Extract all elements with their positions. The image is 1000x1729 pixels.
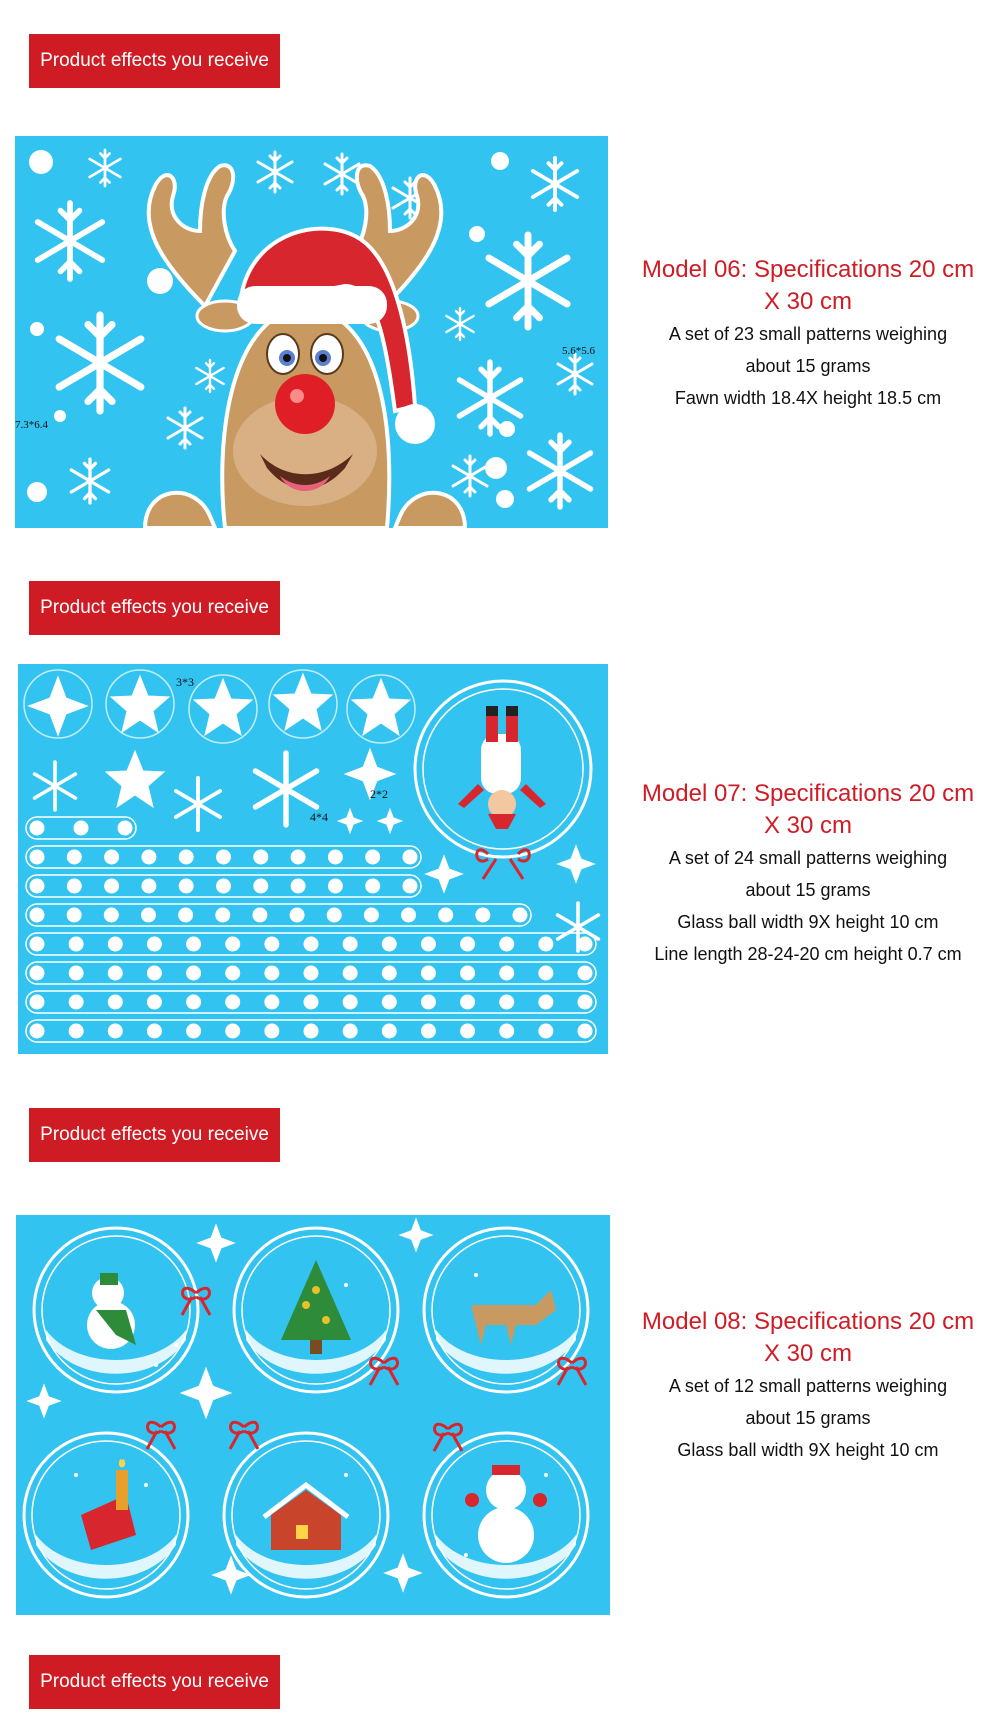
dot	[147, 966, 162, 981]
dot	[499, 1024, 514, 1039]
dot	[30, 995, 45, 1010]
dot	[69, 1024, 84, 1039]
dot	[108, 937, 123, 952]
dot	[538, 937, 553, 952]
dot	[421, 937, 436, 952]
model-title: Model 07: Specifications 20 cm	[641, 780, 975, 807]
dot	[30, 966, 45, 981]
dot	[186, 966, 201, 981]
dot	[578, 995, 593, 1010]
dot	[499, 995, 514, 1010]
dot	[67, 879, 82, 894]
dot	[382, 937, 397, 952]
dot	[365, 850, 380, 865]
reindeer-illustration	[15, 136, 608, 528]
glass-balls-sticker-image	[16, 1215, 610, 1615]
dot	[74, 821, 89, 836]
dot	[499, 937, 514, 952]
dot	[141, 850, 156, 865]
dot	[30, 908, 45, 923]
dot	[30, 850, 45, 865]
section-badge: Product effects you receive	[29, 1655, 280, 1709]
dot	[108, 1024, 123, 1039]
dot	[382, 995, 397, 1010]
dot	[328, 879, 343, 894]
spec-line: Fawn width 18.4X height 18.5 cm	[674, 388, 942, 408]
dot	[364, 908, 379, 923]
model-title: Model 06: Specifications 20 cm	[641, 256, 975, 283]
dot	[147, 995, 162, 1010]
dot	[403, 850, 418, 865]
section-badge: Product effects you receive	[29, 581, 280, 635]
dot	[438, 908, 453, 923]
stars-dots-illustration	[18, 664, 608, 1054]
dot	[69, 995, 84, 1010]
dot	[513, 908, 528, 923]
dot	[403, 879, 418, 894]
dot	[460, 966, 475, 981]
model-title-cont: X 30 cm	[763, 812, 853, 839]
spec-line: Line length 28-24-20 cm height 0.7 cm	[654, 944, 962, 964]
model-06-spec	[620, 254, 996, 414]
spec-line: about 15 grams	[745, 880, 871, 900]
dot	[421, 995, 436, 1010]
reindeer-sticker-image	[15, 136, 608, 528]
spec-line: Glass ball width 9X height 10 cm	[677, 1440, 939, 1460]
section-badge: Product effects you receive	[29, 1108, 280, 1162]
dot	[225, 1024, 240, 1039]
size-label: 4*4	[310, 810, 328, 824]
size-label: 2*2	[370, 787, 388, 801]
dot	[30, 1024, 45, 1039]
section-badge: Product effects you receive	[29, 34, 280, 88]
dot	[343, 966, 358, 981]
dot	[104, 908, 119, 923]
dot	[147, 1024, 162, 1039]
dot	[264, 995, 279, 1010]
dot	[475, 908, 490, 923]
size-label: 3*3	[176, 675, 194, 689]
dot	[401, 908, 416, 923]
dot	[327, 908, 342, 923]
dot	[253, 879, 268, 894]
spec-line: A set of 12 small patterns weighing	[668, 1376, 948, 1396]
dot	[304, 937, 319, 952]
stars-dots-sticker-image	[18, 664, 608, 1054]
dot	[343, 995, 358, 1010]
dot	[108, 995, 123, 1010]
dot	[108, 966, 123, 981]
dot	[186, 937, 201, 952]
model-title-cont: X 30 cm	[763, 288, 853, 315]
dot	[365, 879, 380, 894]
dot	[69, 937, 84, 952]
size-label: 7.3*6.4	[15, 419, 48, 431]
dot	[225, 937, 240, 952]
dot	[30, 821, 45, 836]
dot	[304, 966, 319, 981]
dot	[67, 908, 82, 923]
dot	[216, 850, 231, 865]
size-label: 5.6*5.6	[562, 345, 595, 357]
dot	[290, 908, 305, 923]
dot	[460, 995, 475, 1010]
dot	[538, 995, 553, 1010]
dot	[538, 966, 553, 981]
dot	[460, 937, 475, 952]
model-title-cont: X 30 cm	[763, 1340, 853, 1367]
model-title: Model 08: Specifications 20 cm	[641, 1308, 975, 1335]
dot	[578, 1024, 593, 1039]
dot	[538, 1024, 553, 1039]
spec-line: Glass ball width 9X height 10 cm	[677, 912, 939, 932]
dot	[215, 908, 230, 923]
spec-line: A set of 24 small patterns weighing	[668, 848, 948, 868]
dot	[252, 908, 267, 923]
dot	[141, 908, 156, 923]
dot	[179, 879, 194, 894]
dot	[304, 995, 319, 1010]
dot	[382, 1024, 397, 1039]
dot	[186, 1024, 201, 1039]
dot	[104, 879, 119, 894]
dot	[291, 850, 306, 865]
dot-strip	[26, 904, 531, 926]
model-08-spec	[620, 1306, 996, 1466]
dot	[104, 850, 119, 865]
dot	[578, 937, 593, 952]
dot	[225, 995, 240, 1010]
dot	[328, 850, 343, 865]
dot	[421, 1024, 436, 1039]
dot	[264, 1024, 279, 1039]
dot	[421, 966, 436, 981]
dot	[499, 966, 514, 981]
dot	[382, 966, 397, 981]
glass-balls-illustration	[16, 1215, 610, 1615]
dot	[343, 1024, 358, 1039]
dot	[67, 850, 82, 865]
dot	[147, 937, 162, 952]
dot	[578, 966, 593, 981]
dot	[118, 821, 133, 836]
dot	[178, 908, 193, 923]
spec-line: A set of 23 small patterns weighing	[668, 324, 948, 344]
dot	[291, 879, 306, 894]
dot	[69, 966, 84, 981]
dot	[30, 879, 45, 894]
dot	[179, 850, 194, 865]
dot	[304, 1024, 319, 1039]
dot	[186, 995, 201, 1010]
dot	[343, 937, 358, 952]
dot	[253, 850, 268, 865]
dot	[30, 937, 45, 952]
spec-line: about 15 grams	[745, 356, 871, 376]
dot	[264, 937, 279, 952]
dot	[225, 966, 240, 981]
dot	[216, 879, 231, 894]
model-07-spec	[620, 778, 996, 970]
dot	[141, 879, 156, 894]
dot	[264, 966, 279, 981]
spec-line: about 15 grams	[745, 1408, 871, 1428]
dot	[460, 1024, 475, 1039]
